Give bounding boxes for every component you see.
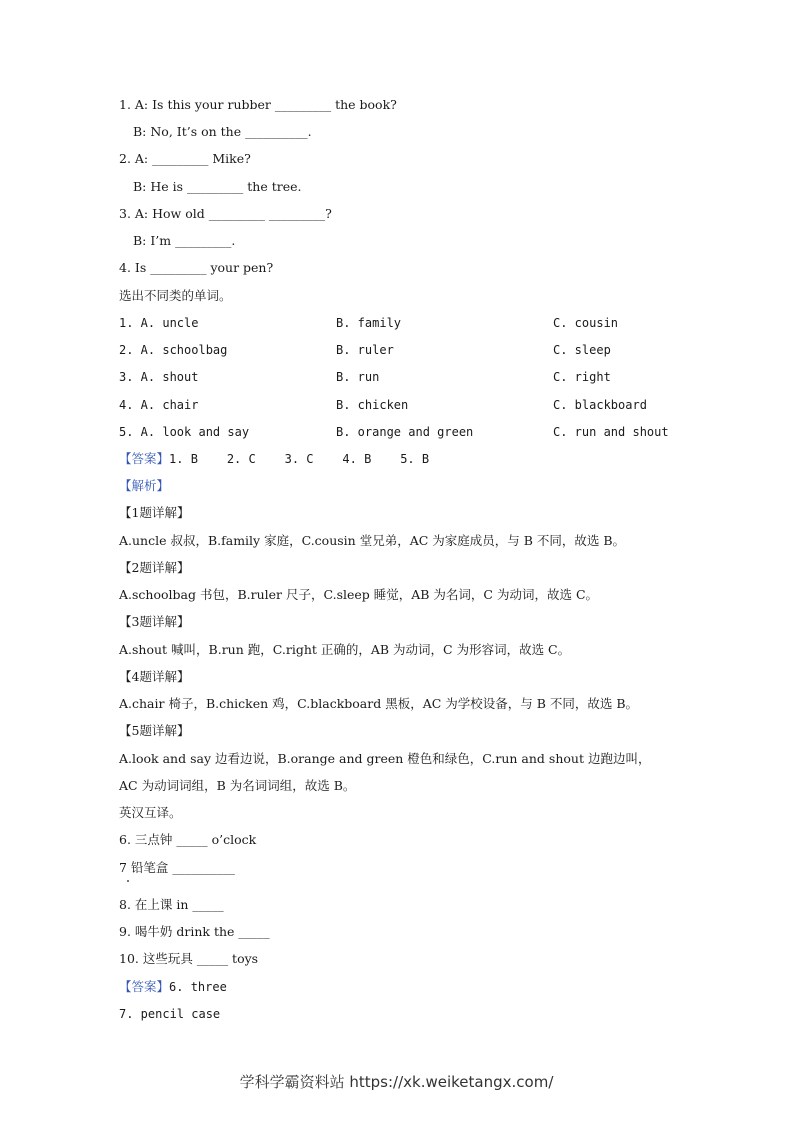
- answer2-tag: 【答案】: [119, 979, 170, 994]
- dialog-line-1: 1. A: Is this your rubber _________ the book?: [119, 97, 397, 112]
- section-translate-title: 英汉互译。: [119, 805, 182, 820]
- translate-item-9: 9. 喝牛奶 drink the _____: [119, 924, 270, 939]
- choice-1-c: C. cousin: [553, 316, 619, 330]
- answer-line-2: [119, 979, 227, 995]
- detail-5-head: 【5题详解】: [119, 723, 190, 738]
- detail-2-body: A.schoolbag 书包，B.ruler 尺子，C.sleep 睡觉，AB 为名词，C 为动词，故选 C。: [119, 587, 599, 602]
- detail-2-head: 【2题详解】: [119, 560, 190, 575]
- translate-item-8: 8. 在上课 in _____: [119, 897, 224, 912]
- translate-item-6: 6. 三点钟 _____ o’clock: [119, 832, 257, 847]
- answer2-text: 6. three: [169, 980, 227, 994]
- dialog-line-7: 4. Is _________ your pen?: [119, 260, 274, 275]
- detail-1-head: 【1题详解】: [119, 505, 190, 520]
- answer2-line-2: 7. pencil case: [119, 1007, 221, 1021]
- choice-1-a: 1. A. uncle: [119, 316, 199, 330]
- section-choose-title: 选出不同类的单词。: [119, 288, 232, 303]
- translate-item-10: 10. 这些玩具 _____ toys: [119, 951, 259, 966]
- site-footer: 学科学霸资料站 https://xk.weiketangx.com/: [239, 1073, 554, 1091]
- dialog-line-6: B: I’m _________.: [133, 233, 236, 248]
- choice-3-b: B. run: [336, 370, 380, 384]
- dialog-line-3: 2. A: _________ Mike?: [119, 151, 251, 166]
- choice-2-a: 2. A. schoolbag: [119, 343, 228, 357]
- answer-tag: 【答案】: [119, 451, 170, 466]
- choice-5-c: C. run and shout: [553, 425, 669, 439]
- choice-2-c: C. sleep: [553, 343, 611, 357]
- choice-1-b: B. family: [336, 316, 402, 330]
- detail-1-body: A.uncle 叔叔，B.family 家庭，C.cousin 堂兄弟，AC 为家庭成员，与 B 不同，故选 B。: [119, 533, 626, 548]
- answer-line-1: [119, 451, 429, 467]
- translate-item-7: 7 铅笔盒 __________: [119, 860, 235, 875]
- detail-5-body: A.look and say 边看边说，B.orange and green 橙色和绿色，C.run and shout 边跑边叫，: [119, 751, 651, 766]
- dialog-line-4: B: He is _________ the tree.: [133, 179, 302, 194]
- dialog-line-5: 3. A: How old _________ _________?: [119, 206, 332, 221]
- choice-5-b: B. orange and green: [336, 425, 474, 439]
- choice-3-a: 3. A. shout: [119, 370, 199, 384]
- choice-3-c: C. right: [553, 370, 611, 384]
- choice-4-b: B. chicken: [336, 398, 409, 412]
- dialog-line-2: B: No, It’s on the __________.: [133, 124, 312, 139]
- detail-5-body-continued: AC 为动词词组，B 为名词词组，故选 B。: [119, 778, 356, 793]
- choice-2-b: B. ruler: [336, 343, 394, 357]
- detail-3-head: 【3题详解】: [119, 614, 190, 629]
- choice-4-a: 4. A. chair: [119, 398, 199, 412]
- analysis-tag: 【解析】: [119, 478, 170, 493]
- choice-5-a: 5. A. look and say: [119, 425, 250, 439]
- stray-dot: [127, 880, 129, 882]
- detail-3-body: A.shout 喊叫，B.run 跑，C.right 正确的，AB 为动词，C 为形容词，故选 C。: [119, 642, 571, 657]
- choice-4-c: C. blackboard: [553, 398, 647, 412]
- detail-4-body: A.chair 椅子，B.chicken 鸡，C.blackboard 黑板，AC 为学校设备，与 B 不同，故选 B。: [119, 696, 639, 711]
- answer-text: 1. B 2. C 3. C 4. B 5. B: [169, 452, 430, 466]
- detail-4-head: 【4题详解】: [119, 669, 190, 684]
